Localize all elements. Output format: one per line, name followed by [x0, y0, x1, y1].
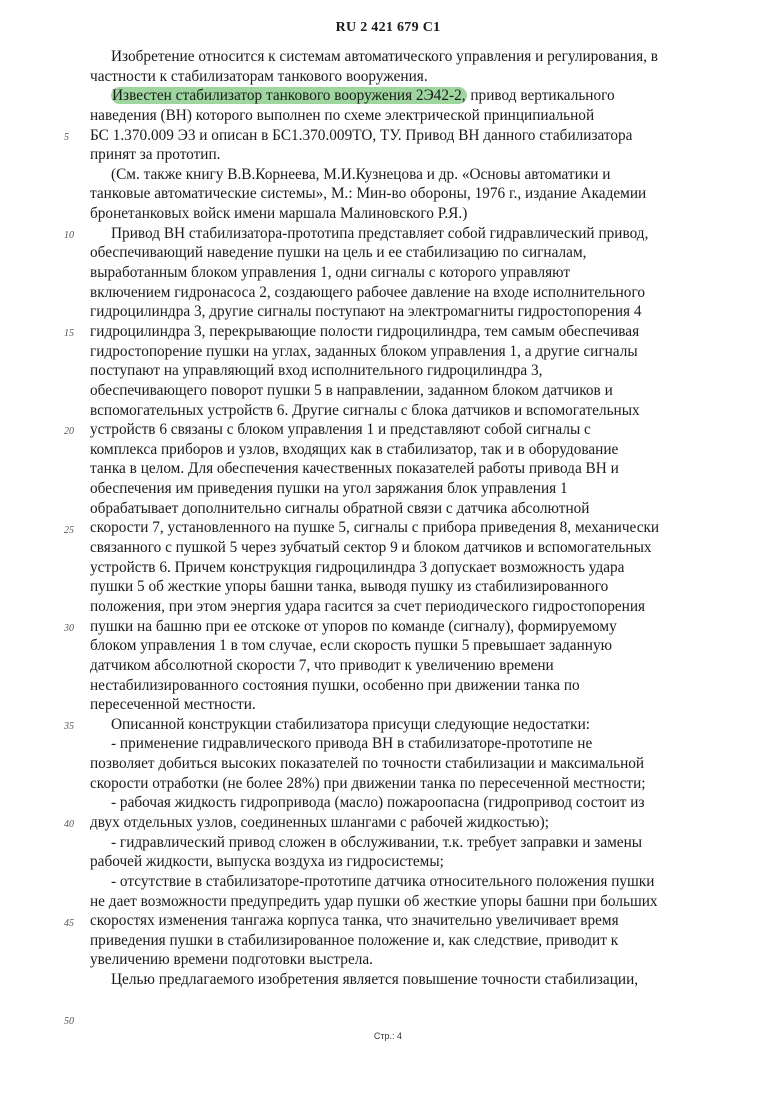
text-line: бронетанковых войск имени маршала Малиновского Р.Я.)	[90, 205, 468, 223]
margin-line-number: 15	[64, 328, 74, 340]
text-line: танковые автоматические системы», М.: Мин-во обороны, 1976 г., издание Академии	[90, 185, 647, 203]
text-line: позволяет добиться высоких показателей по точности стабилизации и максимальной	[90, 755, 645, 773]
text-line: принят за прототип.	[90, 146, 221, 164]
document-number-header: RU 2 421 679 C1	[335, 20, 441, 35]
margin-line-number: 50	[64, 1015, 74, 1027]
margin-line-number: 20	[64, 426, 74, 438]
text-line: - отсутствие в стабилизаторе-прототипе датчика относительного положения пушки	[111, 872, 655, 890]
text-line: выработанным блоком управления 1, одни сигналы с которого управляют	[90, 264, 571, 282]
text-line: танка в целом. Для обеспечения качественных показателей работы привода ВН и	[90, 460, 619, 478]
text-line: устройств 6 связаны с блоком управления 1 и представляют собой сигналы с	[90, 421, 591, 439]
text-line: двух отдельных узлов, соединенных шлангами с рабочей жидкостью);	[90, 813, 549, 831]
text-line: Целью предлагаемого изобретения является повышение точности стабилизации,	[111, 971, 639, 989]
text-line: скоростях изменения тангажа корпуса танка, что значительно увеличивает время	[90, 912, 619, 930]
text-line: нестабилизированного состояния пушки, особенно при движении танка по	[90, 676, 580, 694]
text-line: гидроцилиндра 3, перекрывающие полости гидроцилиндра, тем самым обеспечивая	[90, 322, 640, 340]
text-line: - рабочая жидкость гидропривода (масло) пожароопасна (гидропривод состоит из	[111, 794, 645, 812]
text-line: увеличению времени подготовки выстрела.	[90, 951, 373, 969]
text-line: гидростопорение пушки на углах, заданных блоком управления 1, а другие сигналы	[90, 342, 638, 360]
text-line: положения, при этом энергия удара гасится за счет периодического гидростопорения	[90, 597, 646, 615]
text-line: Описанной конструкции стабилизатора присущи следующие недостатки:	[111, 715, 591, 733]
highlighted-text: Известен стабилизатор танкового вооружения 2Э42-2,	[112, 87, 466, 105]
text-line: частности к стабилизаторам танкового вооружения.	[90, 67, 428, 85]
margin-line-number: 35	[64, 721, 74, 733]
margin-line-number: 40	[64, 819, 74, 831]
text-line: скорости 7, установленного на пушке 5, сигналы с прибора приведения 8, механически	[90, 519, 660, 537]
text-line: - применение гидравлического привода ВН в стабилизаторе-прототипе не	[111, 735, 593, 753]
text-line: гидроцилиндра 3, другие сигналы поступают на электромагниты гидростопорения 4	[90, 303, 642, 321]
text-line: Изобретение относится к системам автоматического управления и регулирования, в	[111, 48, 659, 65]
text-line: скорости отработки (не более 28%) при движении танка по пересеченной местности;	[90, 774, 646, 792]
text-line: (См. также книгу В.В.Корнеева, М.И.Кузнецова и др. «Основы автоматики и	[111, 165, 611, 183]
text-line: обеспечивающий наведение пушки на цель и ее стабилизацию по сигналам,	[90, 244, 587, 262]
margin-line-number: 45	[64, 917, 74, 929]
text-line: обеспечивающего поворот пушки 5 в направлении, заданном блоком датчиков и	[90, 381, 613, 399]
margin-line-number: 30	[64, 622, 74, 634]
text-line: вспомогательных устройств 6. Другие сигналы с блока датчиков и вспомогательных	[90, 401, 640, 419]
text-line: рабочей жидкости, выпуска воздуха из гидросистемы;	[90, 853, 444, 871]
page-footer: Стр.: 4	[373, 1031, 403, 1041]
text-line: - гидравлический привод сложен в обслуживании, т.к. требует заправки и замены	[111, 833, 643, 851]
text-line: поступают на управляющий вход исполнительного гидроцилиндра 3,	[90, 362, 543, 380]
document-body	[90, 47, 706, 990]
text-line: датчиком абсолютной скорости 7, что приводит к увеличению времени	[90, 656, 554, 674]
text-line: пересеченной местности.	[90, 696, 256, 714]
margin-line-number: 25	[64, 524, 74, 536]
text-line: устройств 6. Причем конструкция гидроцилиндра 3 допускает возможность удара	[90, 558, 625, 576]
text-line: связанного с пушкой 5 через зубчатый сектор 9 и блоком датчиков и вспомогательных	[90, 539, 652, 557]
text-line: включением гидронасоса 2, создающего рабочее давление на входе исполнительного	[90, 283, 645, 301]
margin-line-number: 10	[64, 229, 74, 241]
text-line	[90, 86, 706, 106]
text-line: пушки 5 об жесткие упоры башни танка, выводя пушку из стабилизированного	[90, 578, 609, 596]
text-line: Привод ВН стабилизатора-прототипа представляет собой гидравлический привод,	[111, 224, 649, 242]
margin-line-number: 5	[64, 131, 69, 143]
text-line: приведения пушки в стабилизированное положение и, как следствие, приводит к	[90, 931, 619, 949]
text-line-rest: привод вертикального	[466, 87, 615, 105]
text-line: не дает возможности предупредить удар пушки об жесткие упоры башни при больших	[90, 892, 658, 910]
text-line: БС 1.370.009 Э3 и описан в БС1.370.009ТО, ТУ. Привод ВН данного стабилизатора	[90, 126, 633, 144]
text-line: обеспечения им приведения пушки на угол заряжания блок управления 1	[90, 480, 568, 498]
text-line: комплекса приборов и узлов, входящих как в стабилизатор, так и в оборудование	[90, 440, 619, 458]
text-line: наведения (ВН) которого выполнен по схеме электрической принципиальной	[90, 106, 595, 124]
text-line: блоком управления 1 в том случае, если скорость пушки 5 превышает заданную	[90, 637, 613, 655]
text-line: пушки на башню при ее отскоке от упоров по команде (сигналу), формируемому	[90, 617, 617, 635]
text-line: обрабатывает дополнительно сигналы обратной связи с датчика абсолютной	[90, 499, 590, 517]
